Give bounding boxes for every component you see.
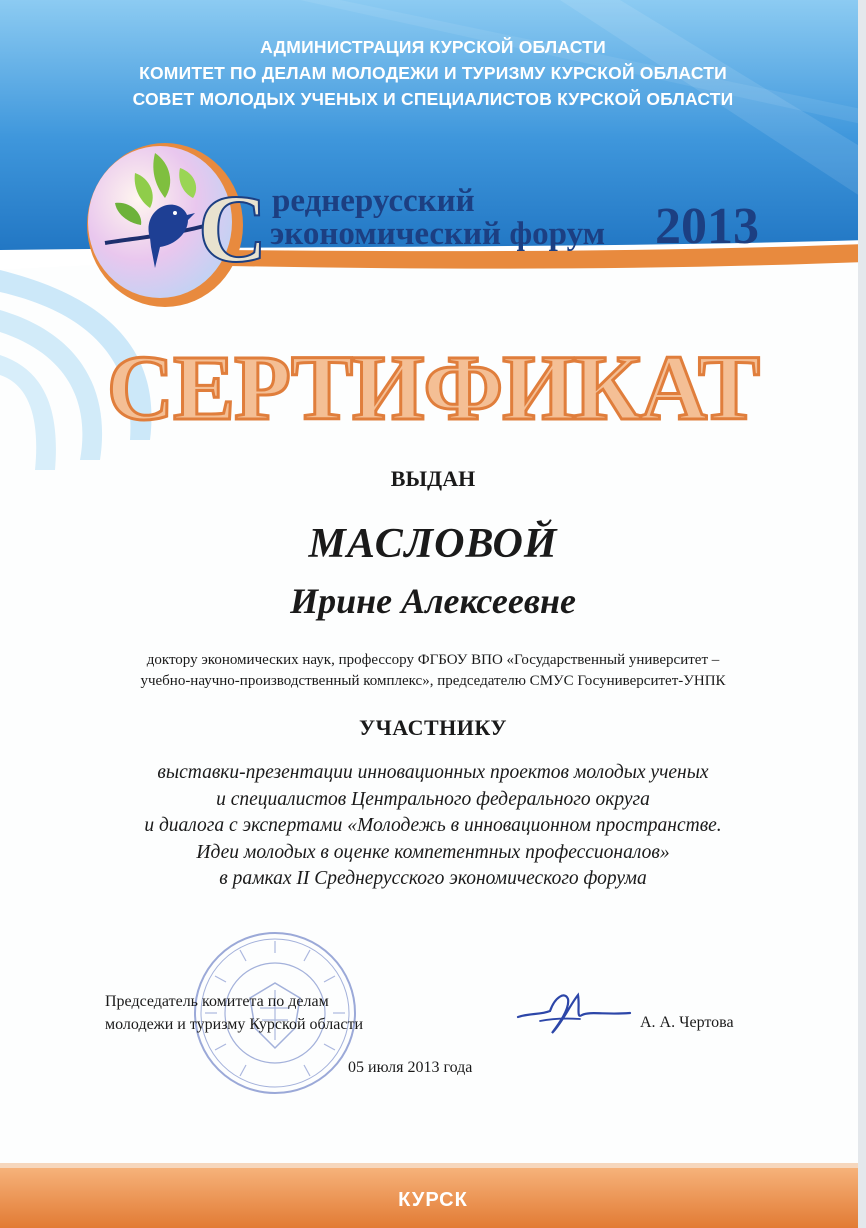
header-line-committee: КОМИТЕТ ПО ДЕЛАМ МОЛОДЕЖИ И ТУРИЗМУ КУРСКОЙ ОБЛАСТИ xyxy=(139,63,727,83)
recipient-surname: МАСЛОВОЙ xyxy=(308,521,558,567)
description-line-4: Идеи молодых в оценке компетентных профессионалов» xyxy=(196,841,670,863)
event-description xyxy=(60,760,806,893)
role-line-1: доктору экономических наук, профессору ФГБОУ ВПО «Государственный университет – xyxy=(146,652,720,668)
description-line-3: и диалога с экспертами «Молодежь в инновационном пространстве. xyxy=(144,815,722,836)
signatory-name: А. А. Чертова xyxy=(640,1014,734,1031)
forum-year: 2013 xyxy=(655,198,759,255)
forum-initial-letter: С xyxy=(198,175,268,282)
header-line-council: СОВЕТ МОЛОДЫХ УЧЕНЫХ И СПЕЦИАЛИСТОВ КУРСКОЙ ОБЛАСТИ xyxy=(132,89,734,109)
participant-label: УЧАСТНИКУ xyxy=(358,715,508,740)
recipient-role xyxy=(60,650,806,692)
issue-date: 05 июля 2013 года xyxy=(348,1059,473,1076)
forum-title-line2: экономический форум xyxy=(270,216,606,252)
description-line-1: выставки-презентации инновационных проектов молодых ученых xyxy=(157,762,709,783)
header-line-administration: АДМИНИСТРАЦИЯ КУРСКОЙ ОБЛАСТИ xyxy=(260,37,606,57)
footer-city: КУРСК xyxy=(398,1189,468,1211)
description-line-2: и специалистов Центрального федерального округа xyxy=(216,788,650,810)
header-organizations xyxy=(0,34,866,112)
signatory-title xyxy=(105,990,363,1036)
signatory-title-line-2: молодежи и туризму Курской области xyxy=(105,1016,363,1033)
signatory-title-line-1: Председатель комитета по делам xyxy=(105,993,329,1010)
forum-title-line1: реднерусский xyxy=(272,183,475,219)
recipient-given-names: Ирине Алексеевне xyxy=(290,581,576,621)
role-line-2: учебно-научно-производственный комплекс», председателю СМУС Госуниверситет-УНПК xyxy=(140,673,726,689)
issued-label: ВЫДАН xyxy=(390,466,476,491)
handwritten-signature-icon xyxy=(510,985,640,1045)
certificate-title: СЕРТИФИКАТ xyxy=(106,337,760,440)
description-line-5: в рамках II Среднерусского экономического форума xyxy=(219,868,647,889)
